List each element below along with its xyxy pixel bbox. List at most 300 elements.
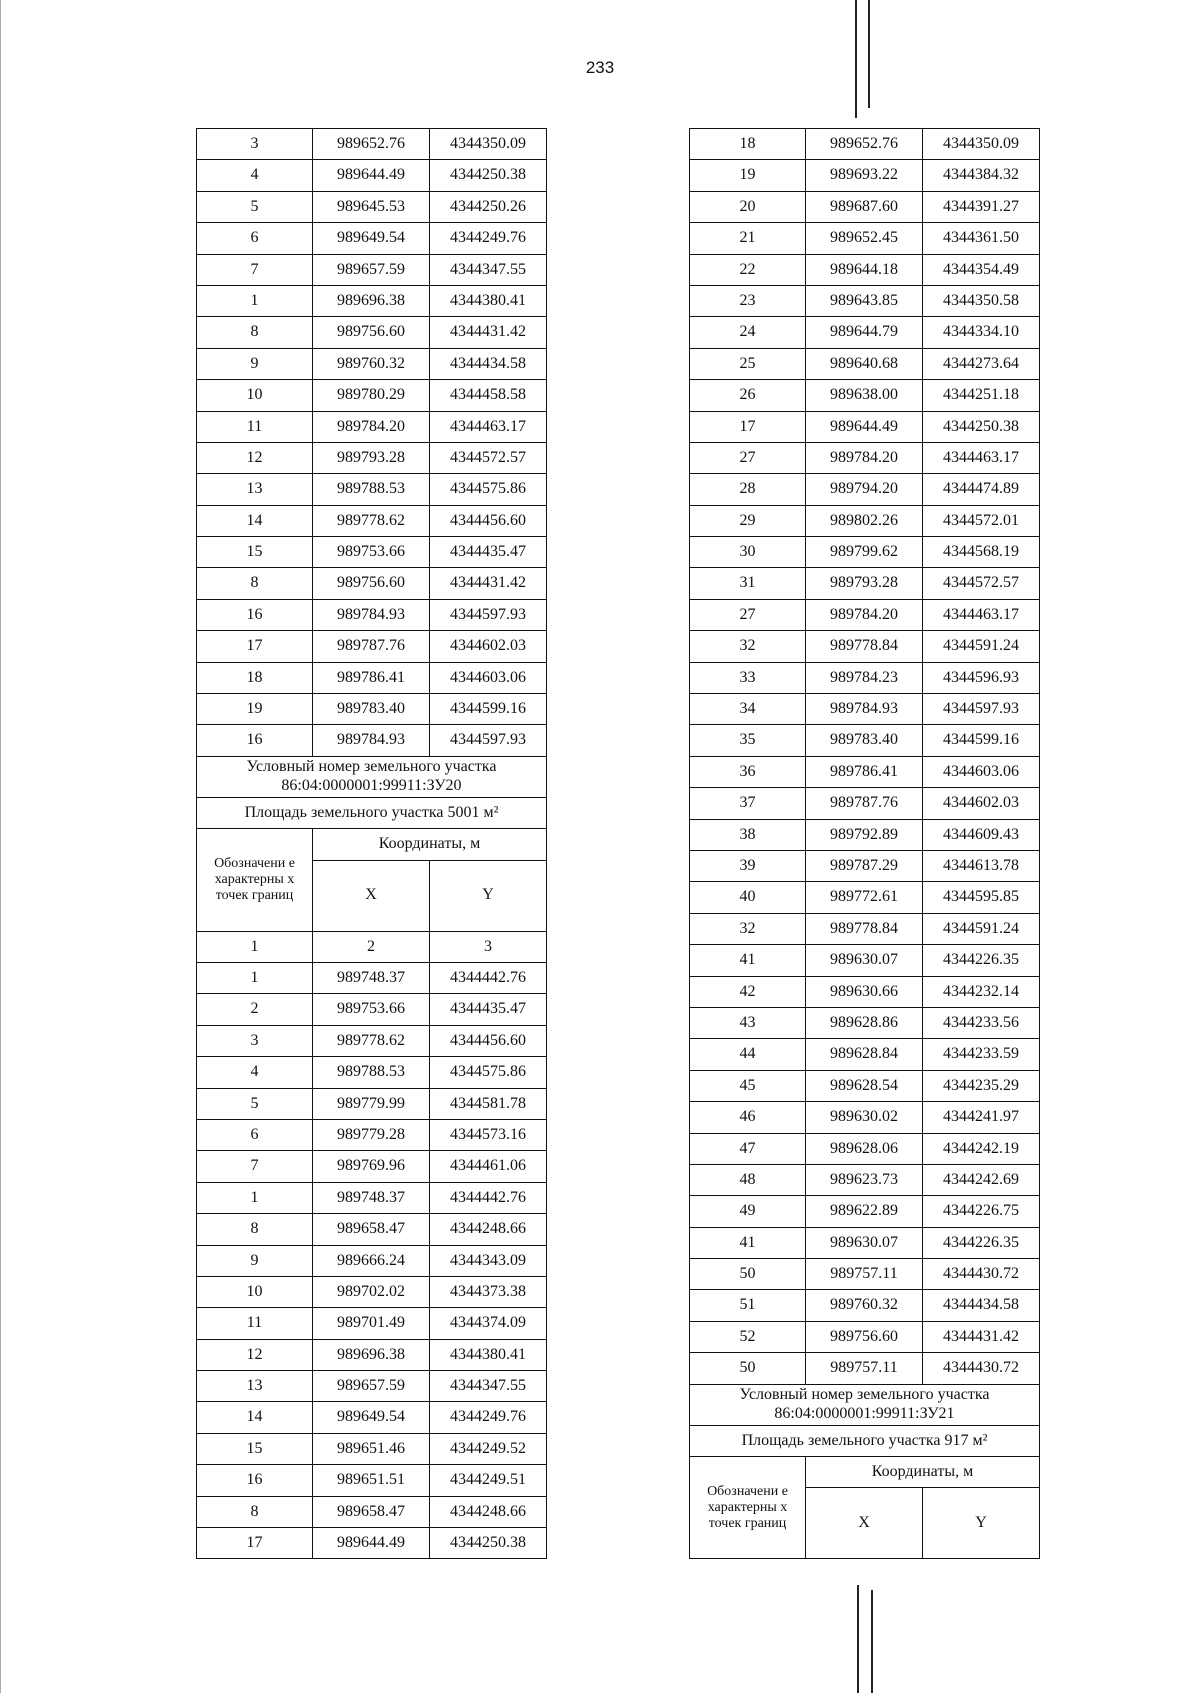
y-coordinate-cell: 4344595.85 bbox=[923, 882, 1040, 913]
table-row bbox=[197, 994, 547, 1025]
x-header: X bbox=[806, 1488, 923, 1559]
y-coordinate-cell: 4344609.43 bbox=[923, 819, 1040, 850]
y-coordinate-cell: 4344431.42 bbox=[430, 317, 547, 348]
x-coordinate-cell: 989640.68 bbox=[806, 348, 923, 379]
point-number-cell: 3 bbox=[197, 1025, 313, 1056]
left-table-rows-bottom bbox=[197, 962, 547, 1558]
point-number-cell: 28 bbox=[690, 474, 806, 505]
y-coordinate-cell: 4344599.16 bbox=[430, 694, 547, 725]
y-coordinate-cell: 4344343.09 bbox=[430, 1245, 547, 1276]
x-coordinate-cell: 989628.86 bbox=[806, 1007, 923, 1038]
x-coordinate-cell: 989787.76 bbox=[806, 788, 923, 819]
point-number-cell: 51 bbox=[690, 1290, 806, 1321]
table-row bbox=[197, 662, 547, 693]
y-coordinate-cell: 4344597.93 bbox=[430, 725, 547, 756]
table-row bbox=[690, 1321, 1040, 1352]
x-coordinate-cell: 989644.49 bbox=[313, 160, 430, 191]
table-row bbox=[690, 756, 1040, 787]
x-coordinate-cell: 989772.61 bbox=[806, 882, 923, 913]
x-header: X bbox=[313, 860, 430, 931]
y-coordinate-cell: 4344350.58 bbox=[923, 285, 1040, 316]
table-row bbox=[197, 568, 547, 599]
point-number-cell: 34 bbox=[690, 694, 806, 725]
table-row bbox=[197, 1119, 547, 1150]
table-row bbox=[690, 1227, 1040, 1258]
point-number-cell: 31 bbox=[690, 568, 806, 599]
point-number-cell: 17 bbox=[197, 1528, 313, 1559]
y-coordinate-cell: 4344602.03 bbox=[430, 631, 547, 662]
point-number-cell: 27 bbox=[690, 442, 806, 473]
table-row bbox=[197, 962, 547, 993]
table-row bbox=[690, 1070, 1040, 1101]
y-coordinate-cell: 4344575.86 bbox=[430, 474, 547, 505]
x-coordinate-cell: 989630.66 bbox=[806, 976, 923, 1007]
table-row bbox=[690, 882, 1040, 913]
x-coordinate-cell: 989784.93 bbox=[313, 725, 430, 756]
point-number-cell: 42 bbox=[690, 976, 806, 1007]
table-row bbox=[197, 1245, 547, 1276]
table-row bbox=[690, 631, 1040, 662]
table-row bbox=[690, 317, 1040, 348]
table-row bbox=[197, 223, 547, 254]
y-coordinate-cell: 4344599.16 bbox=[923, 725, 1040, 756]
table-row bbox=[197, 1182, 547, 1213]
point-number-cell: 1 bbox=[197, 1182, 313, 1213]
x-coordinate-cell: 989779.28 bbox=[313, 1119, 430, 1150]
column-number-3: 3 bbox=[430, 931, 547, 962]
table-row bbox=[197, 1496, 547, 1527]
y-coordinate-cell: 4344430.72 bbox=[923, 1353, 1040, 1384]
point-number-cell: 9 bbox=[197, 348, 313, 379]
x-coordinate-cell: 989693.22 bbox=[806, 160, 923, 191]
table-row bbox=[690, 1196, 1040, 1227]
column-number-row bbox=[197, 931, 547, 962]
y-coordinate-cell: 4344456.60 bbox=[430, 505, 547, 536]
x-coordinate-cell: 989788.53 bbox=[313, 474, 430, 505]
y-coordinate-cell: 4344603.06 bbox=[430, 662, 547, 693]
point-number-cell: 6 bbox=[197, 1119, 313, 1150]
x-coordinate-cell: 989783.40 bbox=[806, 725, 923, 756]
point-number-cell: 12 bbox=[197, 442, 313, 473]
y-coordinate-cell: 4344597.93 bbox=[923, 694, 1040, 725]
x-coordinate-cell: 989702.02 bbox=[313, 1276, 430, 1307]
point-number-cell: 18 bbox=[690, 129, 806, 160]
x-coordinate-cell: 989687.60 bbox=[806, 191, 923, 222]
point-number-cell: 40 bbox=[690, 882, 806, 913]
left-coordinates-table bbox=[196, 128, 547, 1559]
table-row bbox=[690, 694, 1040, 725]
point-number-cell: 11 bbox=[197, 1308, 313, 1339]
left-table-rows-top bbox=[197, 129, 547, 757]
y-coordinate-cell: 4344226.35 bbox=[923, 945, 1040, 976]
x-coordinate-cell: 989657.59 bbox=[313, 1371, 430, 1402]
point-number-cell: 12 bbox=[197, 1339, 313, 1370]
x-coordinate-cell: 989649.54 bbox=[313, 1402, 430, 1433]
point-number-cell: 1 bbox=[197, 962, 313, 993]
y-coordinate-cell: 4344250.26 bbox=[430, 191, 547, 222]
x-coordinate-cell: 989628.06 bbox=[806, 1133, 923, 1164]
point-number-cell: 22 bbox=[690, 254, 806, 285]
point-number-cell: 10 bbox=[197, 380, 313, 411]
point-number-cell: 5 bbox=[197, 1088, 313, 1119]
point-number-cell: 52 bbox=[690, 1321, 806, 1352]
y-coordinate-cell: 4344380.41 bbox=[430, 1339, 547, 1370]
point-number-cell: 7 bbox=[197, 254, 313, 285]
table-row bbox=[197, 694, 547, 725]
table-row bbox=[197, 160, 547, 191]
x-coordinate-cell: 989696.38 bbox=[313, 1339, 430, 1370]
table-row bbox=[690, 505, 1040, 536]
x-coordinate-cell: 989630.07 bbox=[806, 945, 923, 976]
y-coordinate-cell: 4344430.72 bbox=[923, 1259, 1040, 1290]
table-row bbox=[690, 568, 1040, 599]
table-row bbox=[690, 1039, 1040, 1070]
y-coordinate-cell: 4344463.17 bbox=[923, 442, 1040, 473]
point-number-cell: 13 bbox=[197, 1371, 313, 1402]
y-coordinate-cell: 4344581.78 bbox=[430, 1088, 547, 1119]
x-coordinate-cell: 989701.49 bbox=[313, 1308, 430, 1339]
y-coordinate-cell: 4344242.19 bbox=[923, 1133, 1040, 1164]
y-coordinate-cell: 4344442.76 bbox=[430, 1182, 547, 1213]
x-coordinate-cell: 989748.37 bbox=[313, 962, 430, 993]
parcel-area: Площадь земельного участка 5001 м² bbox=[197, 797, 547, 828]
y-coordinate-cell: 4344347.55 bbox=[430, 254, 547, 285]
x-coordinate-cell: 989784.93 bbox=[313, 599, 430, 630]
table-row bbox=[197, 1276, 547, 1307]
point-number-cell: 48 bbox=[690, 1164, 806, 1195]
table-row bbox=[197, 1528, 547, 1559]
point-number-cell: 25 bbox=[690, 348, 806, 379]
table-row bbox=[197, 411, 547, 442]
point-number-cell: 1 bbox=[197, 285, 313, 316]
point-number-cell: 18 bbox=[197, 662, 313, 693]
y-coordinate-cell: 4344249.52 bbox=[430, 1433, 547, 1464]
x-coordinate-cell: 989788.53 bbox=[313, 1057, 430, 1088]
table-row bbox=[690, 1133, 1040, 1164]
y-coordinate-cell: 4344456.60 bbox=[430, 1025, 547, 1056]
point-number-cell: 50 bbox=[690, 1259, 806, 1290]
y-coordinate-cell: 4344249.51 bbox=[430, 1465, 547, 1496]
parcel-title: Условный номер земельного участка 86:04:0000001:99911:ЗУ20 bbox=[197, 756, 547, 797]
x-coordinate-cell: 989652.45 bbox=[806, 223, 923, 254]
x-coordinate-cell: 989658.47 bbox=[313, 1496, 430, 1527]
page-number: 233 bbox=[585, 58, 615, 77]
x-coordinate-cell: 989628.54 bbox=[806, 1070, 923, 1101]
point-number-cell: 24 bbox=[690, 317, 806, 348]
x-coordinate-cell: 989784.93 bbox=[806, 694, 923, 725]
table-row bbox=[197, 380, 547, 411]
y-coordinate-cell: 4344233.56 bbox=[923, 1007, 1040, 1038]
y-coordinate-cell: 4344235.29 bbox=[923, 1070, 1040, 1101]
table-row bbox=[690, 1102, 1040, 1133]
table-row bbox=[690, 474, 1040, 505]
y-coordinate-cell: 4344596.93 bbox=[923, 662, 1040, 693]
y-coordinate-cell: 4344233.59 bbox=[923, 1039, 1040, 1070]
table-row bbox=[690, 442, 1040, 473]
x-coordinate-cell: 989778.62 bbox=[313, 1025, 430, 1056]
y-coordinate-cell: 4344572.01 bbox=[923, 505, 1040, 536]
column-number-2: 2 bbox=[313, 931, 430, 962]
y-coordinate-cell: 4344226.35 bbox=[923, 1227, 1040, 1258]
x-coordinate-cell: 989778.84 bbox=[806, 913, 923, 944]
x-coordinate-cell: 989786.41 bbox=[806, 756, 923, 787]
coordinates-header: Координаты, м bbox=[313, 829, 547, 860]
point-number-cell: 39 bbox=[690, 850, 806, 881]
x-coordinate-cell: 989780.29 bbox=[313, 380, 430, 411]
y-coordinate-cell: 4344461.06 bbox=[430, 1151, 547, 1182]
x-coordinate-cell: 989643.85 bbox=[806, 285, 923, 316]
y-header: Y bbox=[430, 860, 547, 931]
left-table-parcel-header bbox=[197, 756, 547, 962]
x-coordinate-cell: 989630.07 bbox=[806, 1227, 923, 1258]
point-number-cell: 4 bbox=[197, 160, 313, 191]
table-row bbox=[690, 1259, 1040, 1290]
y-coordinate-cell: 4344250.38 bbox=[923, 411, 1040, 442]
point-number-cell: 6 bbox=[197, 223, 313, 254]
point-number-cell: 11 bbox=[197, 411, 313, 442]
point-number-cell: 43 bbox=[690, 1007, 806, 1038]
x-coordinate-cell: 989657.59 bbox=[313, 254, 430, 285]
table-row bbox=[197, 599, 547, 630]
table-row bbox=[690, 1007, 1040, 1038]
point-number-cell: 44 bbox=[690, 1039, 806, 1070]
point-number-cell: 9 bbox=[197, 1245, 313, 1276]
table-row bbox=[690, 1164, 1040, 1195]
y-coordinate-cell: 4344248.66 bbox=[430, 1214, 547, 1245]
point-number-cell: 19 bbox=[197, 694, 313, 725]
x-coordinate-cell: 989644.49 bbox=[806, 411, 923, 442]
x-coordinate-cell: 989651.46 bbox=[313, 1433, 430, 1464]
x-coordinate-cell: 989757.11 bbox=[806, 1259, 923, 1290]
y-coordinate-cell: 4344463.17 bbox=[430, 411, 547, 442]
y-coordinate-cell: 4344241.97 bbox=[923, 1102, 1040, 1133]
x-coordinate-cell: 989652.76 bbox=[806, 129, 923, 160]
x-coordinate-cell: 989748.37 bbox=[313, 1182, 430, 1213]
y-coordinate-cell: 4344431.42 bbox=[923, 1321, 1040, 1352]
point-number-cell: 8 bbox=[197, 1496, 313, 1527]
y-coordinate-cell: 4344434.58 bbox=[923, 1290, 1040, 1321]
point-number-cell: 29 bbox=[690, 505, 806, 536]
table-row bbox=[690, 850, 1040, 881]
table-row bbox=[197, 1465, 547, 1496]
table-row bbox=[197, 505, 547, 536]
table-row bbox=[690, 160, 1040, 191]
point-number-cell: 8 bbox=[197, 568, 313, 599]
point-number-cell: 27 bbox=[690, 599, 806, 630]
table-row bbox=[690, 599, 1040, 630]
point-number-cell: 16 bbox=[197, 1465, 313, 1496]
x-coordinate-cell: 989787.29 bbox=[806, 850, 923, 881]
parcel-title-row bbox=[690, 1384, 1040, 1425]
table-row bbox=[197, 1308, 547, 1339]
y-coordinate-cell: 4344251.18 bbox=[923, 380, 1040, 411]
point-number-cell: 7 bbox=[197, 1151, 313, 1182]
y-coordinate-cell: 4344572.57 bbox=[430, 442, 547, 473]
y-coordinate-cell: 4344384.32 bbox=[923, 160, 1040, 191]
x-coordinate-cell: 989778.84 bbox=[806, 631, 923, 662]
x-coordinate-cell: 989779.99 bbox=[313, 1088, 430, 1119]
y-coordinate-cell: 4344391.27 bbox=[923, 191, 1040, 222]
x-coordinate-cell: 989658.47 bbox=[313, 1214, 430, 1245]
y-coordinate-cell: 4344350.09 bbox=[430, 129, 547, 160]
y-coordinate-cell: 4344380.41 bbox=[430, 285, 547, 316]
point-number-cell: 5 bbox=[197, 191, 313, 222]
x-coordinate-cell: 989793.28 bbox=[806, 568, 923, 599]
x-coordinate-cell: 989756.60 bbox=[313, 568, 430, 599]
y-coordinate-cell: 4344603.06 bbox=[923, 756, 1040, 787]
table-row bbox=[690, 788, 1040, 819]
points-designation-header: Обозначени е характерны х точек границ bbox=[197, 829, 313, 931]
table-row bbox=[197, 254, 547, 285]
scan-edge-line-top bbox=[855, 0, 857, 118]
x-coordinate-cell: 989651.51 bbox=[313, 1465, 430, 1496]
point-number-cell: 49 bbox=[690, 1196, 806, 1227]
table-row bbox=[197, 725, 547, 756]
x-coordinate-cell: 989784.20 bbox=[313, 411, 430, 442]
table-row bbox=[690, 191, 1040, 222]
table-row bbox=[690, 380, 1040, 411]
x-coordinate-cell: 989760.32 bbox=[806, 1290, 923, 1321]
x-coordinate-cell: 989799.62 bbox=[806, 537, 923, 568]
table-row bbox=[197, 1402, 547, 1433]
point-number-cell: 41 bbox=[690, 945, 806, 976]
y-coordinate-cell: 4344273.64 bbox=[923, 348, 1040, 379]
x-coordinate-cell: 989784.23 bbox=[806, 662, 923, 693]
table-row bbox=[197, 631, 547, 662]
point-number-cell: 21 bbox=[690, 223, 806, 254]
point-number-cell: 50 bbox=[690, 1353, 806, 1384]
y-coordinate-cell: 4344435.47 bbox=[430, 537, 547, 568]
x-coordinate-cell: 989794.20 bbox=[806, 474, 923, 505]
table-row bbox=[197, 317, 547, 348]
point-number-cell: 32 bbox=[690, 913, 806, 944]
x-coordinate-cell: 989769.96 bbox=[313, 1151, 430, 1182]
y-coordinate-cell: 4344458.58 bbox=[430, 380, 547, 411]
point-number-cell: 16 bbox=[197, 599, 313, 630]
point-number-cell: 36 bbox=[690, 756, 806, 787]
point-number-cell: 41 bbox=[690, 1227, 806, 1258]
y-coordinate-cell: 4344431.42 bbox=[430, 568, 547, 599]
table-row bbox=[690, 537, 1040, 568]
table-row bbox=[197, 474, 547, 505]
point-number-cell: 32 bbox=[690, 631, 806, 662]
right-coordinates-table bbox=[689, 128, 1040, 1559]
x-coordinate-cell: 989787.76 bbox=[313, 631, 430, 662]
x-coordinate-cell: 989644.18 bbox=[806, 254, 923, 285]
x-coordinate-cell: 989622.89 bbox=[806, 1196, 923, 1227]
y-coordinate-cell: 4344361.50 bbox=[923, 223, 1040, 254]
scan-edge-line-bottom bbox=[857, 1585, 859, 1693]
point-number-cell: 17 bbox=[197, 631, 313, 662]
y-coordinate-cell: 4344435.47 bbox=[430, 994, 547, 1025]
y-coordinate-cell: 4344232.14 bbox=[923, 976, 1040, 1007]
point-number-cell: 45 bbox=[690, 1070, 806, 1101]
y-coordinate-cell: 4344602.03 bbox=[923, 788, 1040, 819]
table-row bbox=[197, 191, 547, 222]
right-table-parcel-header bbox=[690, 1384, 1040, 1559]
y-coordinate-cell: 4344613.78 bbox=[923, 850, 1040, 881]
y-coordinate-cell: 4344347.55 bbox=[430, 1371, 547, 1402]
column-number-1: 1 bbox=[197, 931, 313, 962]
y-coordinate-cell: 4344573.16 bbox=[430, 1119, 547, 1150]
x-coordinate-cell: 989792.89 bbox=[806, 819, 923, 850]
y-coordinate-cell: 4344434.58 bbox=[430, 348, 547, 379]
table-row bbox=[690, 662, 1040, 693]
parcel-area: Площадь земельного участка 917 м² bbox=[690, 1425, 1040, 1456]
x-coordinate-cell: 989757.11 bbox=[806, 1353, 923, 1384]
table-row bbox=[197, 1057, 547, 1088]
x-coordinate-cell: 989778.62 bbox=[313, 505, 430, 536]
table-row bbox=[197, 1025, 547, 1056]
table-row bbox=[197, 1088, 547, 1119]
column-header-row bbox=[690, 1457, 1040, 1488]
point-number-cell: 3 bbox=[197, 129, 313, 160]
scan-edge-line-left bbox=[0, 0, 1, 1693]
table-row bbox=[690, 348, 1040, 379]
table-row bbox=[690, 1290, 1040, 1321]
x-coordinate-cell: 989756.60 bbox=[806, 1321, 923, 1352]
point-number-cell: 38 bbox=[690, 819, 806, 850]
table-row bbox=[197, 285, 547, 316]
table-row bbox=[690, 725, 1040, 756]
y-coordinate-cell: 4344226.75 bbox=[923, 1196, 1040, 1227]
table-row bbox=[690, 976, 1040, 1007]
y-coordinate-cell: 4344350.09 bbox=[923, 129, 1040, 160]
table-row bbox=[197, 1214, 547, 1245]
point-number-cell: 30 bbox=[690, 537, 806, 568]
point-number-cell: 15 bbox=[197, 537, 313, 568]
table-row bbox=[197, 1371, 547, 1402]
table-row bbox=[197, 1151, 547, 1182]
point-number-cell: 8 bbox=[197, 1214, 313, 1245]
table-row bbox=[690, 1353, 1040, 1384]
y-coordinate-cell: 4344354.49 bbox=[923, 254, 1040, 285]
x-coordinate-cell: 989784.20 bbox=[806, 599, 923, 630]
y-coordinate-cell: 4344591.24 bbox=[923, 631, 1040, 662]
x-coordinate-cell: 989784.20 bbox=[806, 442, 923, 473]
point-number-cell: 19 bbox=[690, 160, 806, 191]
y-coordinate-cell: 4344442.76 bbox=[430, 962, 547, 993]
y-coordinate-cell: 4344334.10 bbox=[923, 317, 1040, 348]
x-coordinate-cell: 989786.41 bbox=[313, 662, 430, 693]
y-coordinate-cell: 4344463.17 bbox=[923, 599, 1040, 630]
y-coordinate-cell: 4344249.76 bbox=[430, 1402, 547, 1433]
x-coordinate-cell: 989753.66 bbox=[313, 994, 430, 1025]
x-coordinate-cell: 989756.60 bbox=[313, 317, 430, 348]
right-table-rows bbox=[690, 129, 1040, 1385]
point-number-cell: 17 bbox=[690, 411, 806, 442]
table-row bbox=[197, 1339, 547, 1370]
y-coordinate-cell: 4344572.57 bbox=[923, 568, 1040, 599]
parcel-title: Условный номер земельного участка 86:04:0000001:99911:ЗУ21 bbox=[690, 1384, 1040, 1425]
x-coordinate-cell: 989644.49 bbox=[313, 1528, 430, 1559]
y-coordinate-cell: 4344250.38 bbox=[430, 160, 547, 191]
point-number-cell: 14 bbox=[197, 505, 313, 536]
point-number-cell: 15 bbox=[197, 1433, 313, 1464]
table-row bbox=[690, 129, 1040, 160]
points-designation-header: Обозначени е характерны х точек границ bbox=[690, 1457, 806, 1559]
table-row bbox=[690, 285, 1040, 316]
x-coordinate-cell: 989783.40 bbox=[313, 694, 430, 725]
y-coordinate-cell: 4344474.89 bbox=[923, 474, 1040, 505]
x-coordinate-cell: 989645.53 bbox=[313, 191, 430, 222]
x-coordinate-cell: 989630.02 bbox=[806, 1102, 923, 1133]
table-row bbox=[690, 411, 1040, 442]
point-number-cell: 23 bbox=[690, 285, 806, 316]
y-coordinate-cell: 4344249.76 bbox=[430, 223, 547, 254]
table-row bbox=[197, 348, 547, 379]
point-number-cell: 8 bbox=[197, 317, 313, 348]
